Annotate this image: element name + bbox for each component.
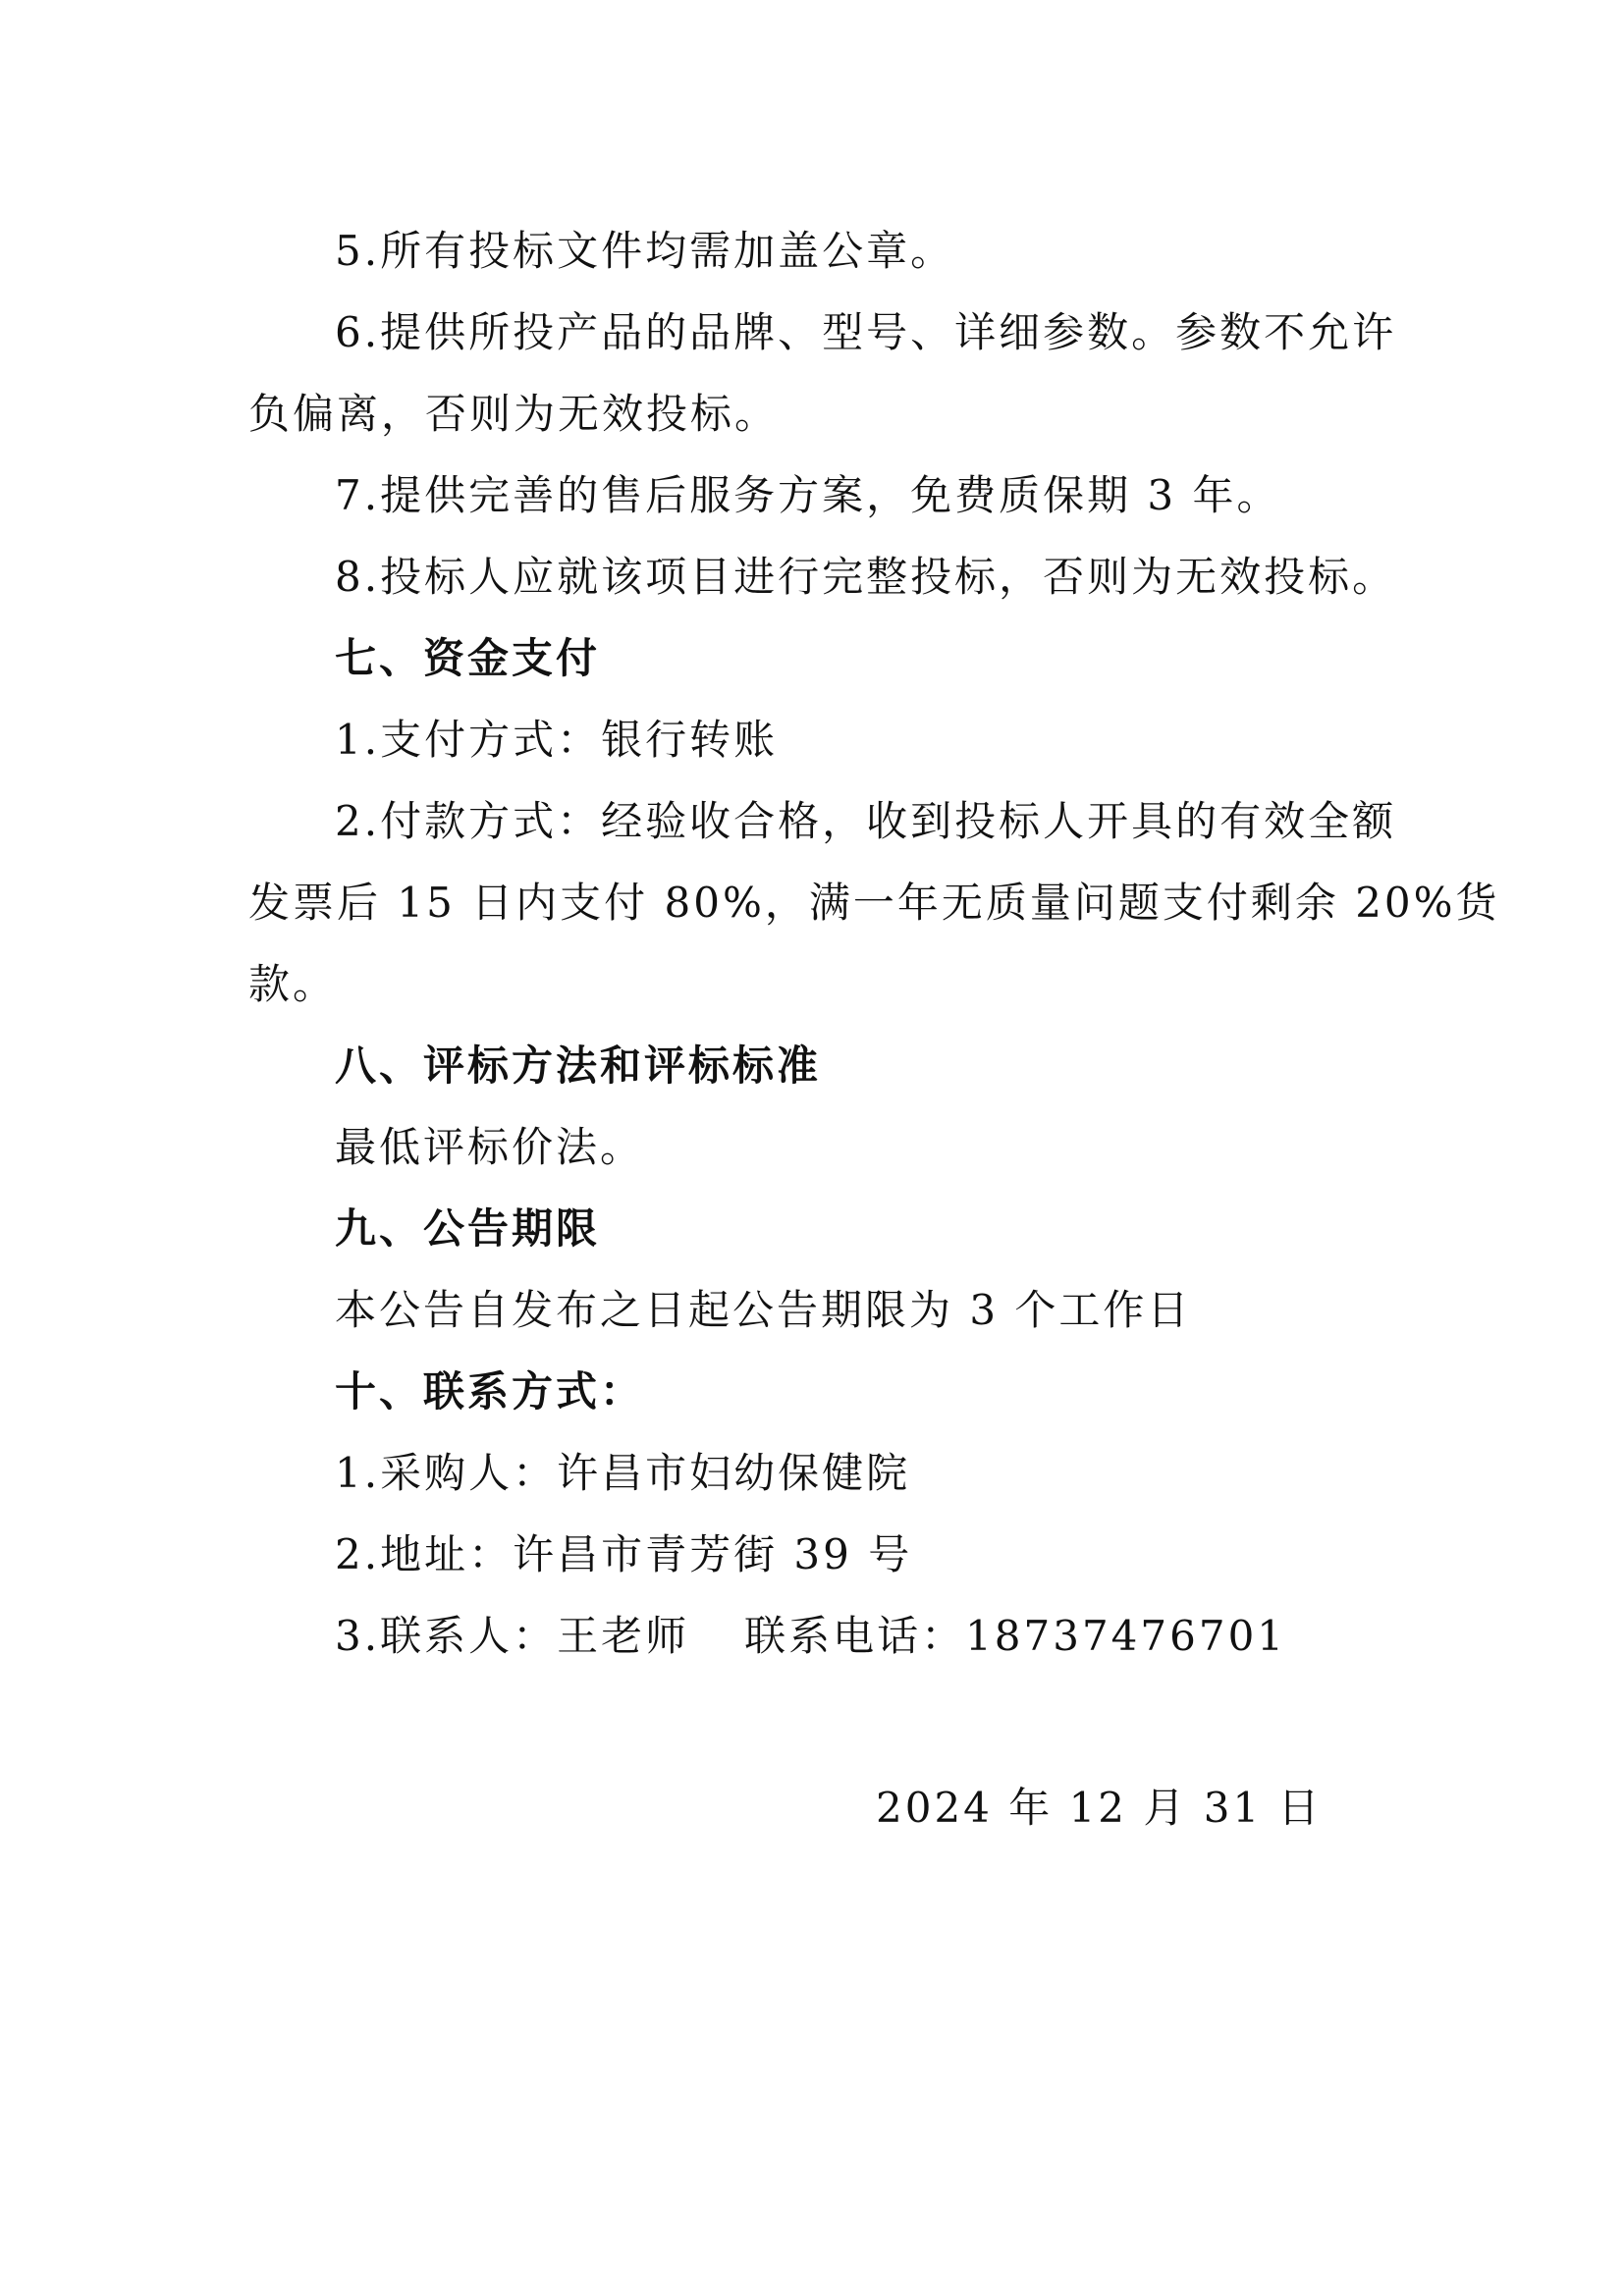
- section-8-heading: 八、评标方法和评标标准: [335, 1041, 822, 1090]
- requirement-6: 6.提供所投产品的品牌、型号、详细参数。参数不允许: [335, 308, 1397, 356]
- requirement-8: 8.投标人应就该项目进行完整投标，否则为无效投标。: [335, 553, 1397, 601]
- contact-phone: 联系电话：18737476701: [744, 1612, 1287, 1660]
- buyer-line: 1.采购人：许昌市妇幼保健院: [335, 1449, 911, 1497]
- contact-person: 3.联系人：王老师: [335, 1612, 690, 1660]
- payment-terms: 2.付款方式：经验收合格，收到投标人开具的有效全额: [335, 797, 1397, 845]
- notice-period: 本公告自发布之日起公告期限为 3 个工作日: [335, 1286, 1192, 1334]
- document-body: [248, 210, 1500, 1677]
- section-7-heading: 七、资金支付: [335, 634, 601, 682]
- requirement-6-continued: 负偏离，否则为无效投标。: [248, 390, 780, 438]
- contact-line: [248, 1595, 1383, 1677]
- requirement-7: 7.提供完善的售后服务方案，免费质保期 3 年。: [335, 471, 1281, 519]
- payment-terms-end: 款。: [248, 960, 338, 1008]
- payment-terms-continued: 发票后 15 日内支付 80%，满一年无质量问题支付剩余 20%货: [248, 879, 1500, 927]
- section-10-heading: 十、联系方式：: [335, 1367, 645, 1415]
- requirement-5: 5.所有投标文件均需加盖公章。: [335, 227, 955, 275]
- document-date: 2024 年 12 月 31 日: [876, 1784, 1323, 1832]
- section-9-heading: 九、公告期限: [335, 1204, 601, 1253]
- address-line: 2.地址：许昌市青芳街 39 号: [335, 1530, 913, 1578]
- evaluation-method: 最低评标价法。: [335, 1123, 645, 1171]
- payment-method: 1.支付方式：银行转账: [335, 716, 779, 764]
